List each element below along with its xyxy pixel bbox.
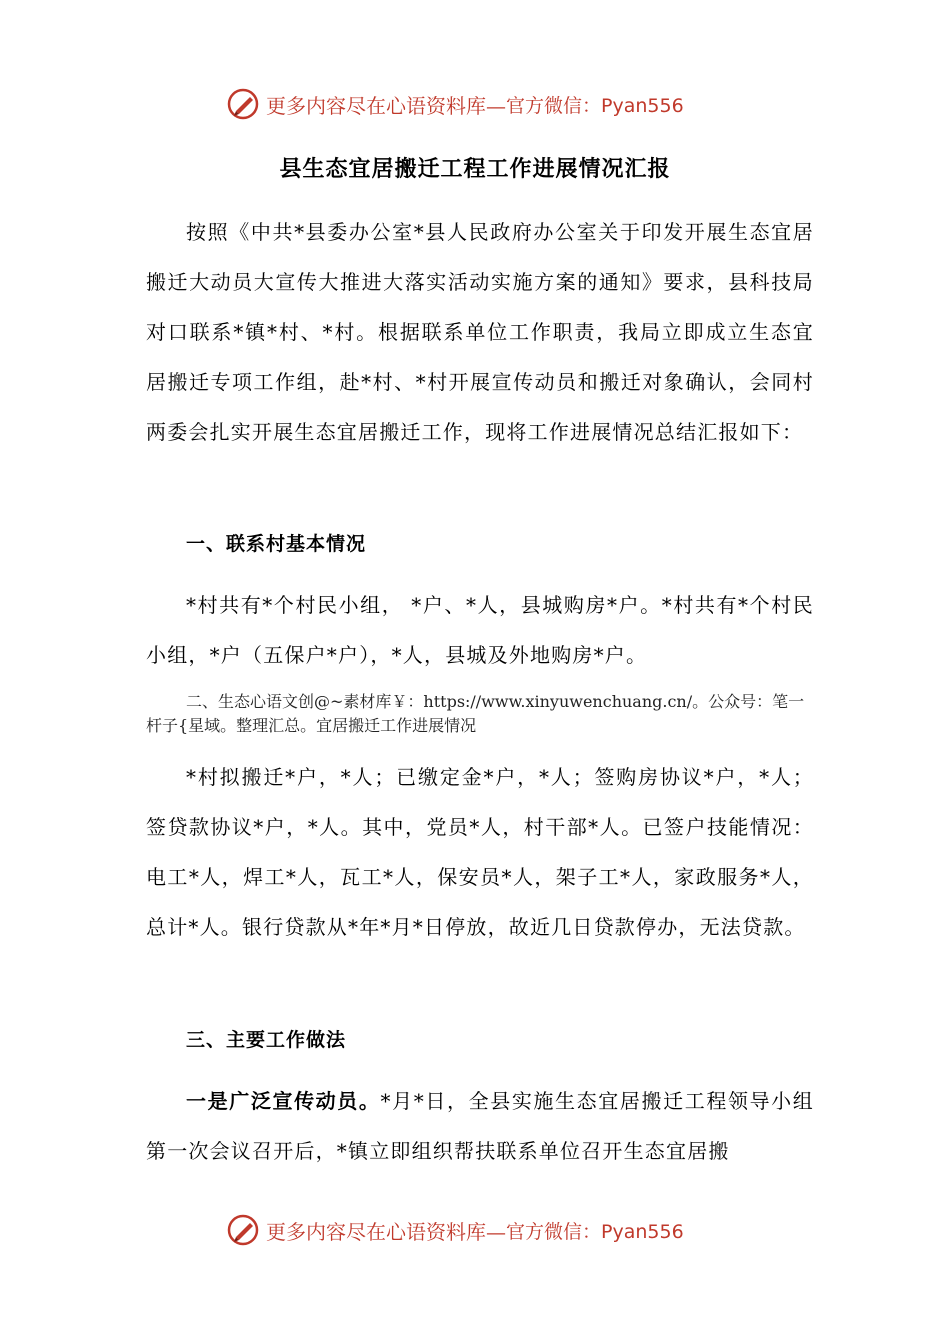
section2-paragraph: *村拟搬迁*户，*人；已缴定金*户，*人；签购房协议*户，*人；签贷款协议*户，*人。其中，党员*人，村干部*人。已签户技能情况：电工*人，焊工*人，瓦工*人，保安员*人，架子工*人，家政服务*人，总计*人。银行贷款从*年*月*日停放，故近几日贷款停办，无法贷款。 bbox=[146, 765, 814, 939]
banner-wechat-text: 官方微信：Pyan556 bbox=[506, 94, 684, 117]
pen-logo-icon bbox=[226, 1213, 260, 1247]
watermark-banner-top bbox=[226, 84, 746, 124]
section2-heading-line: 二、生态心语文创@~素材库￥：https://www.xinyuwenchuang.cn/。公众号：笔一杆子{星域。整理汇总。宜居搬迁工作进展情况 bbox=[146, 692, 805, 735]
section3-heading: 三、主要工作做法 bbox=[186, 1029, 347, 1051]
section1-heading: 一、联系村基本情况 bbox=[186, 533, 367, 555]
section3-paragraph: *月*日，全县实施生态宜居搬迁工程领导小组第一次会议召开后，*镇立即组织帮扶联系单位召开生态宜居搬 bbox=[146, 1089, 814, 1163]
section1-paragraph: *村共有*个村民小组， *户、*人，县城购房*户。*村共有*个村民小组，*户（五保户*户），*人，县城及外地购房*户。 bbox=[146, 593, 814, 667]
pen-logo-icon bbox=[226, 87, 260, 121]
section3-paragraph-container bbox=[146, 1076, 814, 1176]
section3-lead: 一是广泛宣传动员。 bbox=[186, 1089, 381, 1113]
banner-main-text: 更多内容尽在心语资料库— bbox=[266, 93, 506, 118]
document-title: 县生态宜居搬迁工程工作进展情况汇报 bbox=[279, 157, 671, 182]
banner-main-text: 更多内容尽在心语资料库— bbox=[266, 1219, 506, 1244]
intro-paragraph: 按照《中共*县委办公室*县人民政府办公室关于印发开展生态宜居搬迁大动员大宣传大推进大落实活动实施方案的通知》要求，县科技局对口联系*镇*村、*村。根据联系单位工作职责，我局立即成立生态宜居搬迁专项工作组，赴*村、*村开展宣传动员和搬迁对象确认，会同村两委会扎实开展生态宜居搬迁工作，现将工作进展情况总结汇报如下： bbox=[146, 220, 814, 444]
banner-wechat-text: 官方微信：Pyan556 bbox=[506, 1220, 684, 1243]
watermark-banner-bottom bbox=[226, 1210, 746, 1250]
